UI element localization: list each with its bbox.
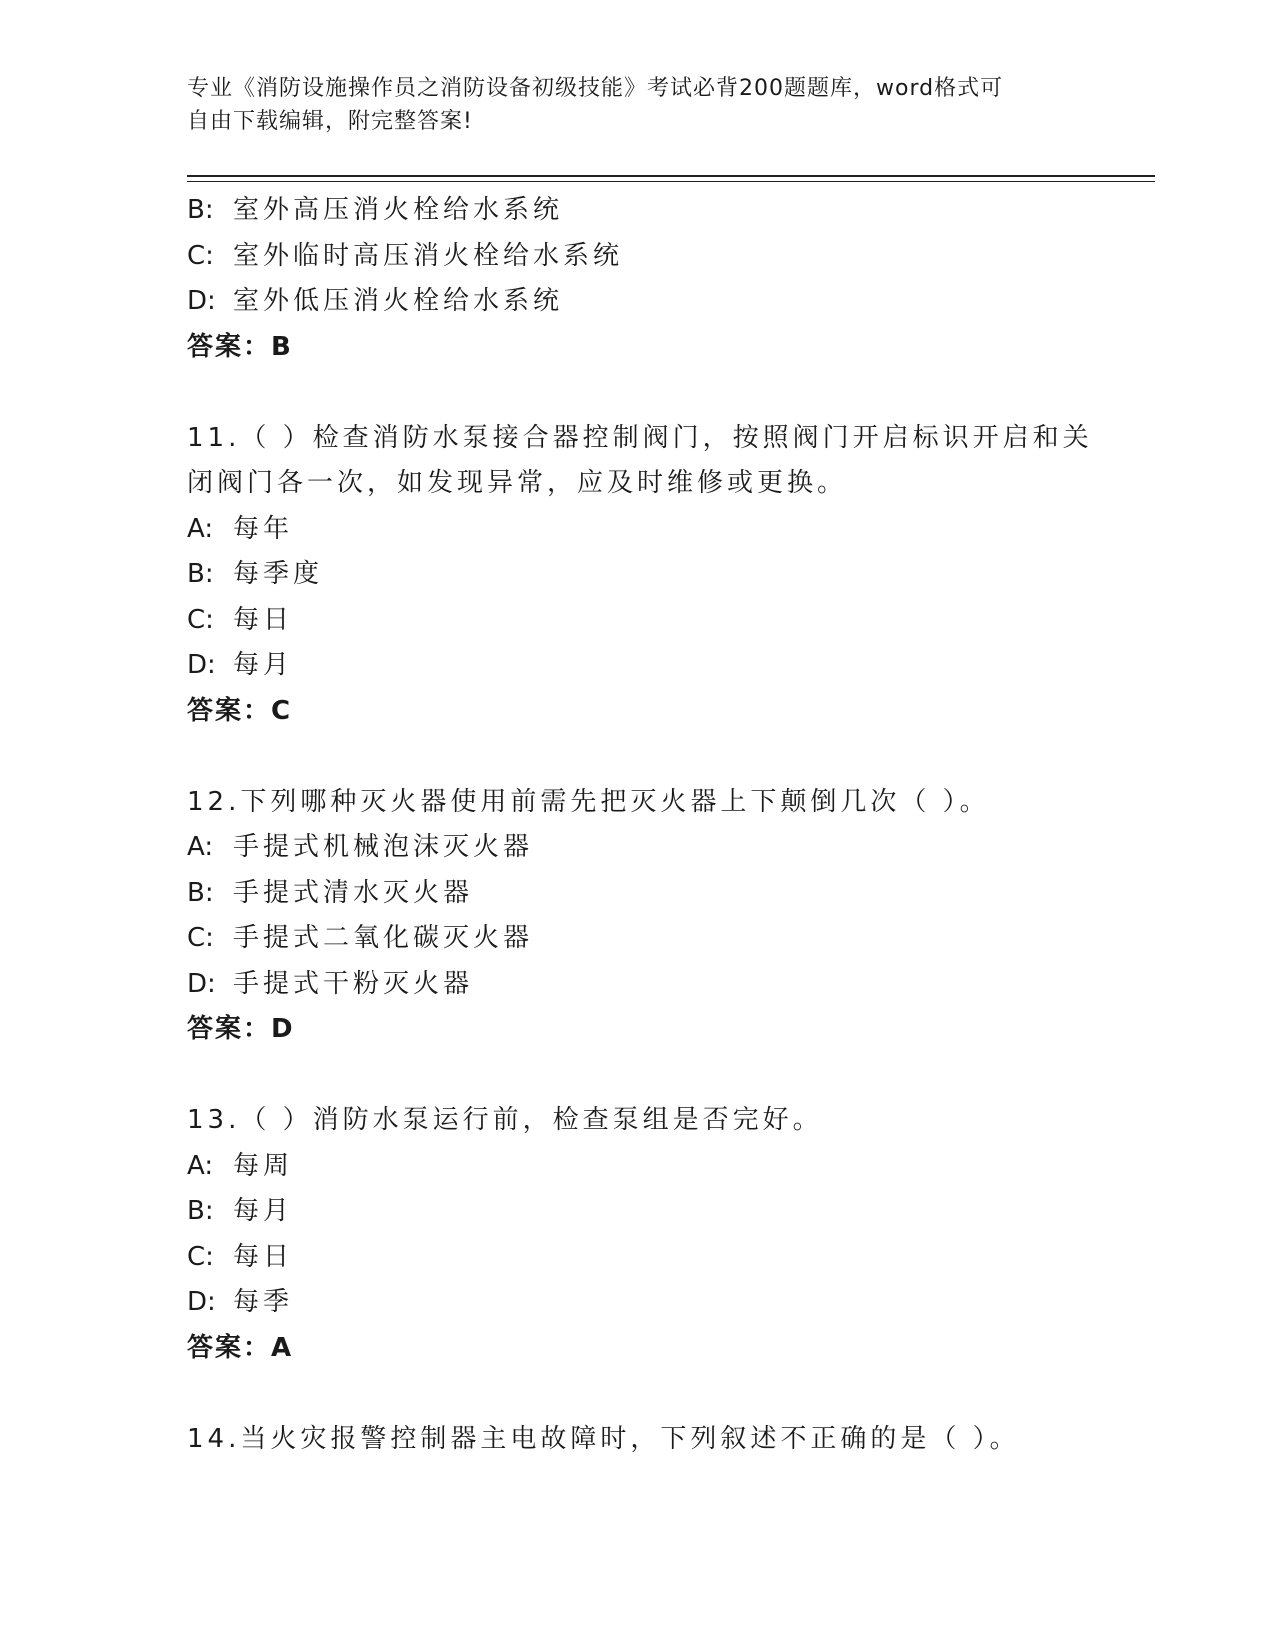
- option-text: 每季度: [233, 559, 324, 589]
- option-letter: D:: [187, 968, 216, 999]
- answer-line: 答案：C: [187, 695, 293, 726]
- question-stem: 11.（ ）检查消防水泵接合器控制阀门，按照阀门开启标识开启和关: [187, 422, 1093, 453]
- header-divider-thin: [187, 181, 1155, 182]
- option-line: [187, 643, 1087, 689]
- option-text: 每日: [233, 1241, 294, 1272]
- header-line-1: 专业《消防设施操作员之消防设备初级技能》考试必背200题题库，word格式可: [187, 76, 1004, 101]
- option-letter: C:: [187, 240, 214, 271]
- header-divider-thick: [187, 175, 1155, 177]
- question-stem: 13.（ ）消防水泵运行前，检查泵组是否完好。: [187, 1105, 823, 1135]
- question-stem: 12.下列哪种灭火器使用前需先把灭火器上下颠倒几次（ ）。: [187, 786, 990, 817]
- option-line: [187, 1235, 1087, 1281]
- option-text: 手提式干粉灭火器: [233, 968, 474, 999]
- option-line: [187, 279, 1087, 325]
- option-text: 室外高压消火栓给水系统: [233, 195, 564, 225]
- option-text: 每周: [233, 1150, 294, 1181]
- option-letter: D:: [187, 286, 216, 316]
- question-block-11: [187, 416, 1093, 735]
- option-letter: D:: [187, 1287, 216, 1317]
- option-text: 每年: [233, 513, 294, 544]
- option-letter: B:: [187, 877, 214, 908]
- option-line: [187, 1189, 1087, 1235]
- option-text: 手提式清水灭火器: [233, 877, 474, 908]
- option-letter: A:: [187, 513, 214, 544]
- option-text: 每月: [233, 650, 294, 680]
- option-line: [187, 188, 1087, 234]
- option-text: 每日: [233, 604, 294, 635]
- answer-line: 答案：A: [187, 1332, 294, 1363]
- option-letter: A:: [187, 832, 214, 862]
- option-line: [187, 962, 1087, 1008]
- question-block-14: [187, 1417, 1087, 1463]
- option-letter: D:: [187, 650, 216, 680]
- option-text: 手提式二氧化碳灭火器: [233, 923, 534, 953]
- option-line: [187, 1144, 1087, 1190]
- option-text: 每月: [233, 1196, 294, 1226]
- question-block-12: [187, 780, 1087, 1053]
- option-line: [187, 234, 1087, 280]
- option-line: [187, 552, 1087, 598]
- option-line: [187, 1280, 1087, 1326]
- question-stem: 闭阀门各一次，如发现异常，应及时维修或更换。: [187, 468, 848, 498]
- prev-question-block: [187, 188, 1087, 370]
- option-line: [187, 598, 1087, 644]
- question-stem: 14.当火灾报警控制器主电故障时，下列叙述不正确的是（ ）。: [187, 1423, 1020, 1454]
- option-text: 室外临时高压消火栓给水系统: [233, 240, 624, 271]
- answer-line: 答案：D: [187, 1014, 295, 1044]
- option-letter: C:: [187, 604, 214, 635]
- header-line-2: 自由下载编辑，附完整答案!: [187, 109, 473, 134]
- option-text: 每季: [233, 1287, 294, 1317]
- option-letter: B:: [187, 1196, 214, 1226]
- document-header: [187, 72, 1067, 138]
- option-letter: A:: [187, 1150, 214, 1181]
- question-list: [187, 188, 1093, 1462]
- option-line: [187, 871, 1087, 917]
- option-line: [187, 507, 1087, 553]
- answer-line: 答案：B: [187, 331, 293, 362]
- option-text: 手提式机械泡沫灭火器: [233, 832, 534, 862]
- option-letter: C:: [187, 1241, 214, 1272]
- option-letter: B:: [187, 559, 214, 589]
- question-block-13: [187, 1098, 1087, 1371]
- option-line: [187, 825, 1087, 871]
- option-line: [187, 916, 1087, 962]
- option-text: 室外低压消火栓给水系统: [233, 286, 564, 316]
- option-letter: C:: [187, 923, 214, 953]
- option-letter: B:: [187, 195, 214, 225]
